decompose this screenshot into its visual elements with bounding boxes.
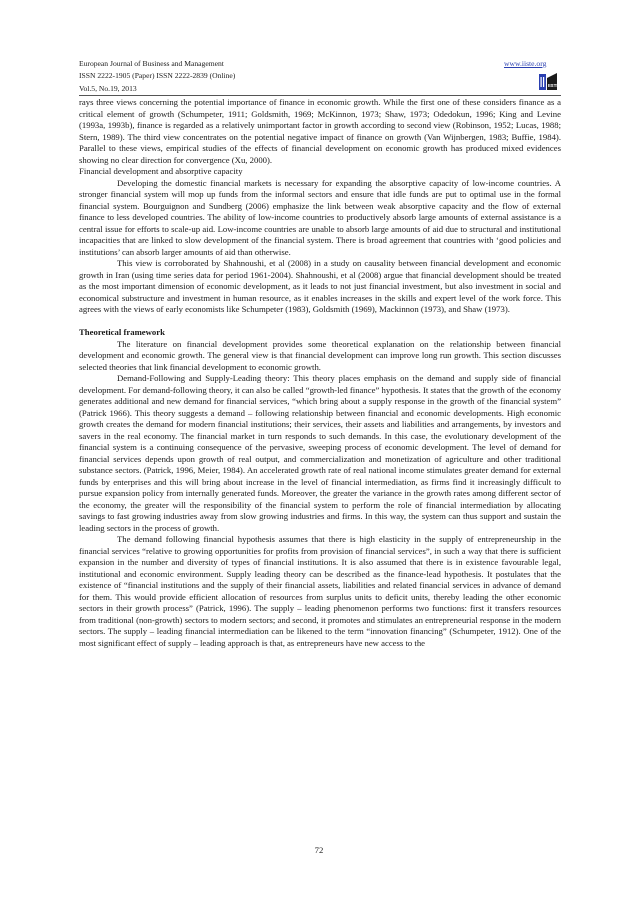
body-paragraph: rays three views concerning the potential importance of finance in economic growth. While the first one of these considers finance as a critical element of growth (Schumpeter, 1911; Goldsmith, 1969; McKinnon, 1973; Shaw, 1973; Odedokun, 1996; King and Levine (1993a, 1993b), finance is regarded as a relatively unimportant factor in growth according to second view (Robinson, 1952; Lucas, 1988; Stern, 1989). The third view concentrates on the potential negative impact of finance on growth (Van Wijnbergen, 1983; Buffie, 1984). Parallel to these views, empirical studies of the effects of financial development on economic growth has produced mixed evidences showing no clear direction for convergence (Xu, 2000).	[79, 97, 561, 165]
iiste-logo-icon	[536, 70, 560, 94]
page-number: 72	[314, 845, 324, 855]
journal-url-link[interactable]: www.iiste.org	[504, 59, 547, 68]
journal-volume: Vol.5, No.19, 2013	[79, 83, 137, 93]
body-paragraph: Demand-Following and Supply-Leading theory: This theory places emphasis on the demand and supply side of financial development. For demand-following theory, it can also be called “growth-led finance” hypothesis. It states that the growth of the economy generates additional and new demand for financial services, “which bring about a supply response in the growth of the financial system” (Patrick 1966). This theory suggests a demand – following relationship between financial and economic developments. High economic growth creates the demand for modern financial institutions; their services, their assets and liabilities and arrangements, by investors and savers in the real economy. The financial market in turn responds to such demands. In this case, the evolutionary development of the financial system is a continuing consequence of the pervasive, sweeping process of economic development. The level of demand for financial services depends upon growth of real output, and commercialization and monetization of agriculture and other traditional substance sectors. (Patrick, 1996, Meier, 1984). An accelerated growth rate of real national income stimulates greater demand for external funds by enterprises and this will bring about increase in the level of financial intermediation, as firms find it increasingly difficult to pursue expansion policy from internally generated funds. Moreover, the greater the variance in the growth rates among different sector of the economy, the greater will the responsibility of the financial system to perform the role of financial intermediation by allocating savings to fast growing industries away from slow growing industries and firms. In this way, the system can thus support and sustain the leading sectors in the process of growth.	[79, 373, 561, 533]
body-paragraph: The literature on financial development provides some theoretical explanation on the relationship between financial development and economic growth. The general view is that financial development can improve long run growth. This section discusses selected theories that link financial development to economic growth.	[79, 338, 561, 372]
body-paragraph: Developing the domestic financial markets is necessary for expanding the absorptive capacity of low-income countries. A stronger financial system will mop up funds from the informal sectors and ensure that idle funds are put to optimal use in the formal financial system. Bourguignon and Sundberg (2006) emphasize the link between weak absorptive capacity and the flow of external finance to less developed countries. The ability of low-income countries to productively absorb large amounts of external assistance is a central issue for efforts to scale-up aid. Low-income countries are unable to absorb large amounts of aid due to structural and institutional incapacities that are linked to slow development of the financial system. There is broad agreement that countries with ‘good policies and institutions’ can absorb larger amounts of aid than otherwise.	[79, 177, 561, 257]
body-paragraph: The demand following financial hypothesis assumes that there is high elasticity in the supply of entrepreneurship in the financial services “relative to growing opportunities for profits from provision of financial services”, in such a way that there is sufficient expansion in the number and diversity of types of financial institutions. It is also assumed that there is in existence favourable legal, institutional and economic environment. Supply leading theory can be described as the finance-lead hypothesis. It postulates that the existence of “financial institutions and the supply of their financial assets, liabilities and related financial services in advance of demand for them. This would provide efficient allocation of resources from surplus units to deficit units, thereby leading the other economic sectors in their growth process” (Patrick, 1996). The supply – leading phenomenon performs two functions: first it transfers resources from traditional (non-growth) sectors to modern sectors; and second, it promotes and stimulates an entrepreneurial response in the modern sectors. The supply – leading financial intermediation can be likened to the term “innovation financing” (Schumpeter, 1912). One of the most significant effect of supply – leading approach is that, as entrepreneurs have new access to the	[79, 534, 561, 648]
journal-issn: ISSN 2222-1905 (Paper) ISSN 2222-2839 (Online)	[79, 71, 236, 81]
section-subheading: Financial development and absorptive capacity	[79, 166, 243, 176]
paragraph-gap	[79, 316, 561, 328]
article-body	[79, 97, 561, 649]
section-heading: Theoretical framework	[79, 327, 165, 337]
iiste-logo-text: IISTE	[548, 83, 560, 88]
body-paragraph: This view is corroborated by Shahnoushi, et al (2008) in a study on causality between financial development and economic growth in Iran (using time series data for period 1961-2004). Shahnoushi, et al (2008) argue that financial development should be treated as the most important dimension of economic development, as it leads to not just financial investment, but also investment in social and economical substructure and investment in human resource, as it enables increases in the skills and expert level of the work force. This agrees with the views of early economists like Schumpeter (1983), Goldsmith (1969), Mackinnon (1973), and Shaw (1973).	[79, 258, 561, 314]
header-divider	[79, 95, 561, 96]
journal-title: European Journal of Business and Management	[79, 59, 224, 68]
journal-header	[79, 58, 235, 95]
